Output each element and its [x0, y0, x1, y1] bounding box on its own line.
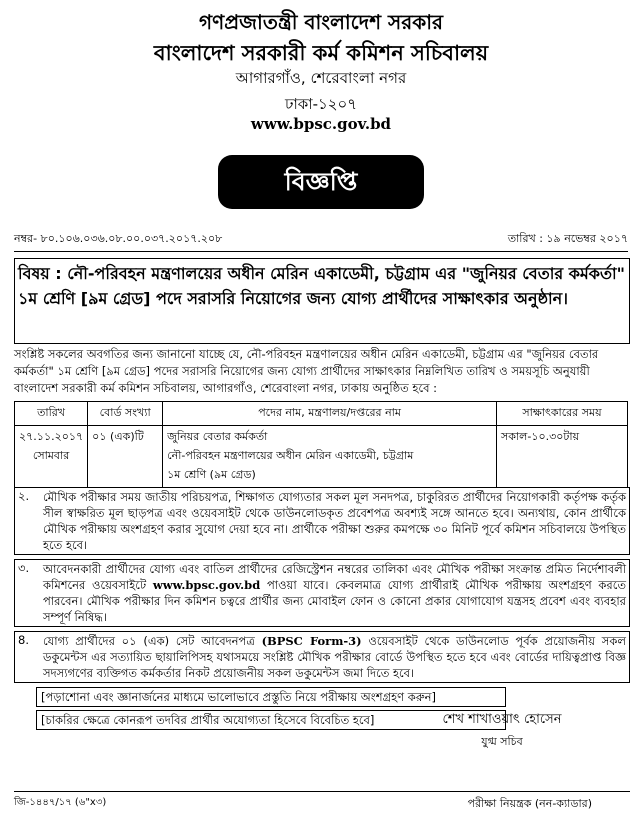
- date-cell: [15, 426, 88, 488]
- item-text: মৌখিক পরীক্ষার সময় জাতীয় পরিচয়পত্র, শিক্ষাগত যোগ্যতার সকল মূল সনদপত্র, চাকুরিরত প্রার্থীদের নিয়োগকারী কর্তৃপক্ষ কর্তৃক সীল স্বাক্ষরিত মূল ছাড়পত্র এবং ওয়েবসাইট থেকে ডাউনলোডকৃত প্রবেশপত্র অবশ্যই সঙ্গে আনতে হবে। অন্যথায়, কোন প্রার্থীকে মৌখিক পরীক্ষায় অংশগ্রহণ করার সুযোগ দেয়া হবে না। প্রার্থীকে পরীক্ষা শুরুর কমপক্ষে ৩০ মিনিট পূর্বে কমিশন সচিবালয়ে উপস্থিত হতে হবে।: [43, 490, 626, 552]
- interview-schedule-table: [14, 401, 628, 488]
- advice-note: [পড়াশোনা এবং জ্ঞানার্জনের মাধ্যমে ভালোভাবে প্রস্তুতি নিয়ে পরীক্ষায় অংশগ্রহণ করুন]: [36, 687, 506, 707]
- item-number: 8.: [18, 633, 29, 647]
- instructions-list: [14, 487, 630, 733]
- address-line: আগারগাঁও, শেরেবাংলা নগর: [235, 69, 407, 87]
- form-name: (BPSC Form-3): [261, 634, 362, 648]
- website-link[interactable]: www.bpsc.gov.bd: [250, 115, 392, 133]
- column-header-time: সাক্ষাৎকারের সময়: [497, 402, 628, 426]
- column-header-date: তারিখ: [15, 402, 88, 426]
- govt-title: গণপ্রজাতন্ত্রী বাংলাদেশ সরকার: [199, 10, 443, 34]
- city-line: ঢাকা-১২০৭: [284, 95, 358, 113]
- boards-cell: ০১ (এক)টি: [88, 426, 163, 488]
- divider: [14, 791, 630, 792]
- item-text-part: ওয়েবসাইট থেকে ডাউনলোড পূর্বক প্রয়োজনীয় সকল ডকুমেন্টস এর সত্যায়িত ছায়ালিপিসহ যথাসময়ে সংশ্লিষ্ট মৌখিক পরীক্ষার বোর্ডে উপস্থিত হতে হবে এবং বোর্ডের দায়িত্বপ্রাপ্ত বিজ্ঞ সদস্যগণের ব্যক্তিগত কর্মকর্তার নিকট প্রয়োজনীয় সকল ডকুমেন্টস জমা দিতে হবে।: [43, 634, 626, 680]
- intro-paragraph: সংশ্লিষ্ট সকলের অবগতির জন্য জানানো যাচ্ছে যে, নৌ-পরিবহন মন্ত্রণালয়ের অধীন মেরিন একাডেমী, চট্টগ্রাম এর "জুনিয়র বেতার কর্মকর্তা" ১ম শ্রেণি [৯ম গ্রেড] পদের সরাসরি নিয়োগের জন্য যোগ্য প্রার্থীদের সাক্ষাৎকার নিম্নলিখিত তারিখ ও সময়সূচি অনুযায়ী বাংলাদেশ সরকারী কর্ম কমিশন সচিবালয়, আগারগাঁও, শেরেবাংলা নগর, ঢাকায় অনুষ্ঠিত হবে :: [14, 347, 599, 395]
- table-row: [15, 426, 628, 488]
- item-number: ৩.: [18, 561, 30, 575]
- interview-day: সোমবার: [32, 449, 70, 462]
- warning-note: [চাকরির ক্ষেত্রে কোনরূপ তদবির প্রার্থীর অযোগ্যতা হিসেবে বিবেচিত হবে]: [36, 710, 506, 730]
- commission-title: বাংলাদেশ সরকারী কর্ম কমিশন সচিবালয়: [153, 41, 489, 65]
- post-grade: ১ম শ্রেণি (৯ম গ্রেড): [167, 468, 256, 481]
- time-cell: সকাল-১০.৩০টায়: [497, 426, 628, 488]
- website-link[interactable]: www.bpsc.gov.bd: [152, 578, 261, 592]
- item-text-part: যোগ্য প্রার্থীদের ০১ (এক) সেট আবেদনপত্র: [43, 634, 255, 648]
- item-number: ২.: [18, 489, 30, 503]
- list-item: [14, 559, 630, 627]
- notice-title-badge: বিজ্ঞপ্তি: [218, 155, 424, 209]
- column-header-boards: বোর্ড সংখ্যা: [88, 402, 163, 426]
- post-cell: [163, 426, 497, 488]
- signatory-name: শেখ শাখাওয়াৎ হোসেন: [442, 712, 562, 727]
- item-text: [40, 632, 629, 682]
- print-code: জি-১৪৪৭/১৭ (৬"x৩): [14, 797, 107, 808]
- ministry-name: নৌ-পরিবহন মন্ত্রণালয়ের অধীন মেরিন একাডেমী, চট্টগ্রাম: [167, 449, 414, 462]
- item-text-part: আবেদনকারী প্রার্থীদের যোগ্য এবং বাতিল প্রার্থীদের রেজিস্ট্রেশন নম্বরের তালিকা এবং মৌখিক পরীক্ষা সংক্রান্ত প্রমিত নির্দেশাবলী কমিশনের ওয়েবসাইটে: [43, 562, 626, 592]
- column-header-post: পদের নাম, মন্ত্রণালয়/দপ্তরের নাম: [163, 402, 497, 426]
- notice-date: তারিখ : ১৯ নভেম্বর ২০১৭: [507, 232, 628, 245]
- subject-box: বিষয় : নৌ-পরিবহন মন্ত্রণালয়ের অধীন মেরিন একাডেমী, চট্টগ্রাম এর "জুনিয়র বেতার কর্মকর্তা" ১ম শ্রেণি [৯ম গ্রেড] পদে সরাসরি নিয়োগের জন্য যোগ্য প্রার্থীদের সাক্ষাৎকার অনুষ্ঠান।: [14, 258, 630, 344]
- signatory-role: পরীক্ষা নিয়ন্ত্রক (নন-ক্যাডার): [467, 797, 592, 810]
- item-text-part: পাওয়া যাবে। কেবলমাত্র যোগ্য প্রার্থীরাই মৌখিক পরীক্ষায় অংশগ্রহণ করতে পারবেন। মৌখিক পরীক্ষার দিন কমিশন চত্বরে প্রার্থীর জন্য মোবাইল ফোন ও কোনো প্রকার যোগাযোগ যন্ত্রসহ প্রবেশ এবং ব্যবহার সম্পূর্ণ নিষিদ্ধ।: [43, 578, 627, 624]
- memo-number: নম্বর- ৮০.১০৬.০৩৬.০৮.০০.০৩৭.২০১৭.২০৮: [14, 232, 223, 245]
- interview-date: ২৭.১১.২০১৭: [19, 430, 84, 443]
- item-text: [40, 560, 629, 626]
- divider: [14, 251, 628, 252]
- signatory-title: যুগ্ম সচিব: [481, 735, 523, 748]
- list-item: [14, 487, 630, 555]
- post-name: জুনিয়র বেতার কর্মকর্তা: [167, 430, 268, 443]
- table-header-row: [15, 402, 628, 426]
- list-item: [14, 631, 630, 683]
